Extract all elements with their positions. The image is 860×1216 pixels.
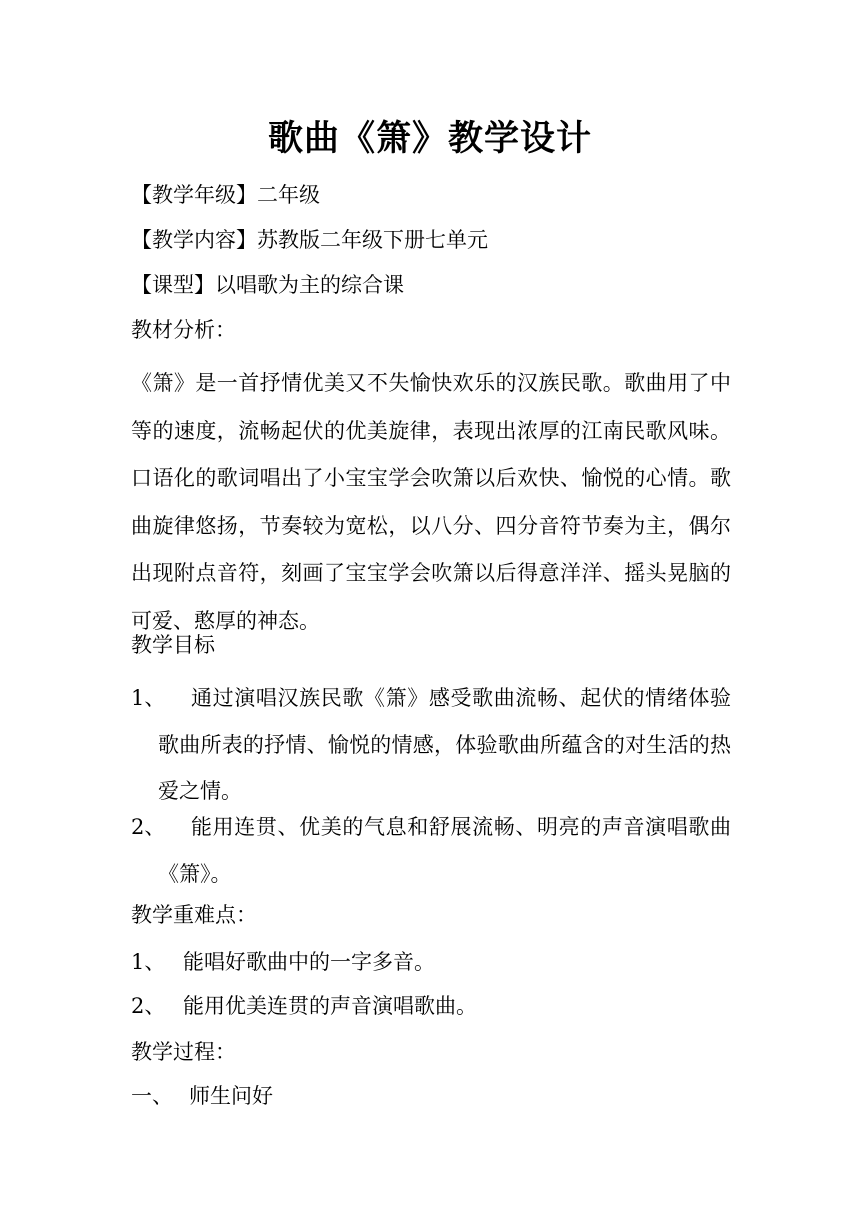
document-title: 歌曲《箫》教学设计	[267, 118, 592, 159]
key-point-text: 能用优美连贯的声音演唱歌曲。	[183, 994, 477, 1018]
meta-grade: 【教学年级】二年级	[131, 183, 320, 207]
meta-type: 【课型】以唱歌为主的综合课	[131, 273, 404, 297]
key-points-heading: 教学重难点：	[131, 903, 257, 927]
analysis-paragraph: 《箫》是一首抒情优美又不失愉快欢乐的汉族民歌。歌曲用了中等的速度，流畅起伏的优美旋律，表现出浓厚的江南民歌风味。口语化的歌词唱出了小宝宝学会吹箫以后欢快、愉悦的心情。歌曲旋律悠扬，节奏较为宽松，以八分、四分音符节奏为主，偶尔出现附点音符，刻画了宝宝学会吹箫以后得意洋洋、摇头晃脑的可爱、憨厚的神态。	[131, 371, 731, 633]
goal-number: 2、	[131, 815, 166, 839]
meta-content: 【教学内容】苏教版二年级下册七单元	[131, 228, 488, 252]
goal-number: 1、	[131, 686, 166, 710]
key-point-number: 2、	[131, 994, 166, 1018]
goal-text: 能用连贯、优美的气息和舒展流畅、明亮的声音演唱歌曲《箫》。	[158, 815, 731, 886]
process-heading: 教学过程：	[131, 1040, 236, 1064]
goal-text: 通过演唱汉族民歌《箫》感受歌曲流畅、起伏的情绪体验歌曲所表的抒情、愉悦的情感，体验歌曲所蕴含的对生活的热爱之情。	[158, 686, 731, 803]
key-point-number: 1、	[131, 950, 166, 974]
key-point-item-1	[131, 947, 435, 977]
goals-heading: 教学目标	[131, 633, 215, 657]
key-point-item-2	[131, 991, 477, 1021]
goal-item-1	[131, 675, 731, 815]
process-number: 一、	[131, 1084, 173, 1108]
analysis-heading: 教材分析：	[131, 318, 236, 342]
process-item-1	[131, 1081, 273, 1111]
process-text: 师生问好	[189, 1084, 273, 1108]
goal-item-2	[131, 804, 731, 897]
key-point-text: 能唱好歌曲中的一字多音。	[183, 950, 435, 974]
